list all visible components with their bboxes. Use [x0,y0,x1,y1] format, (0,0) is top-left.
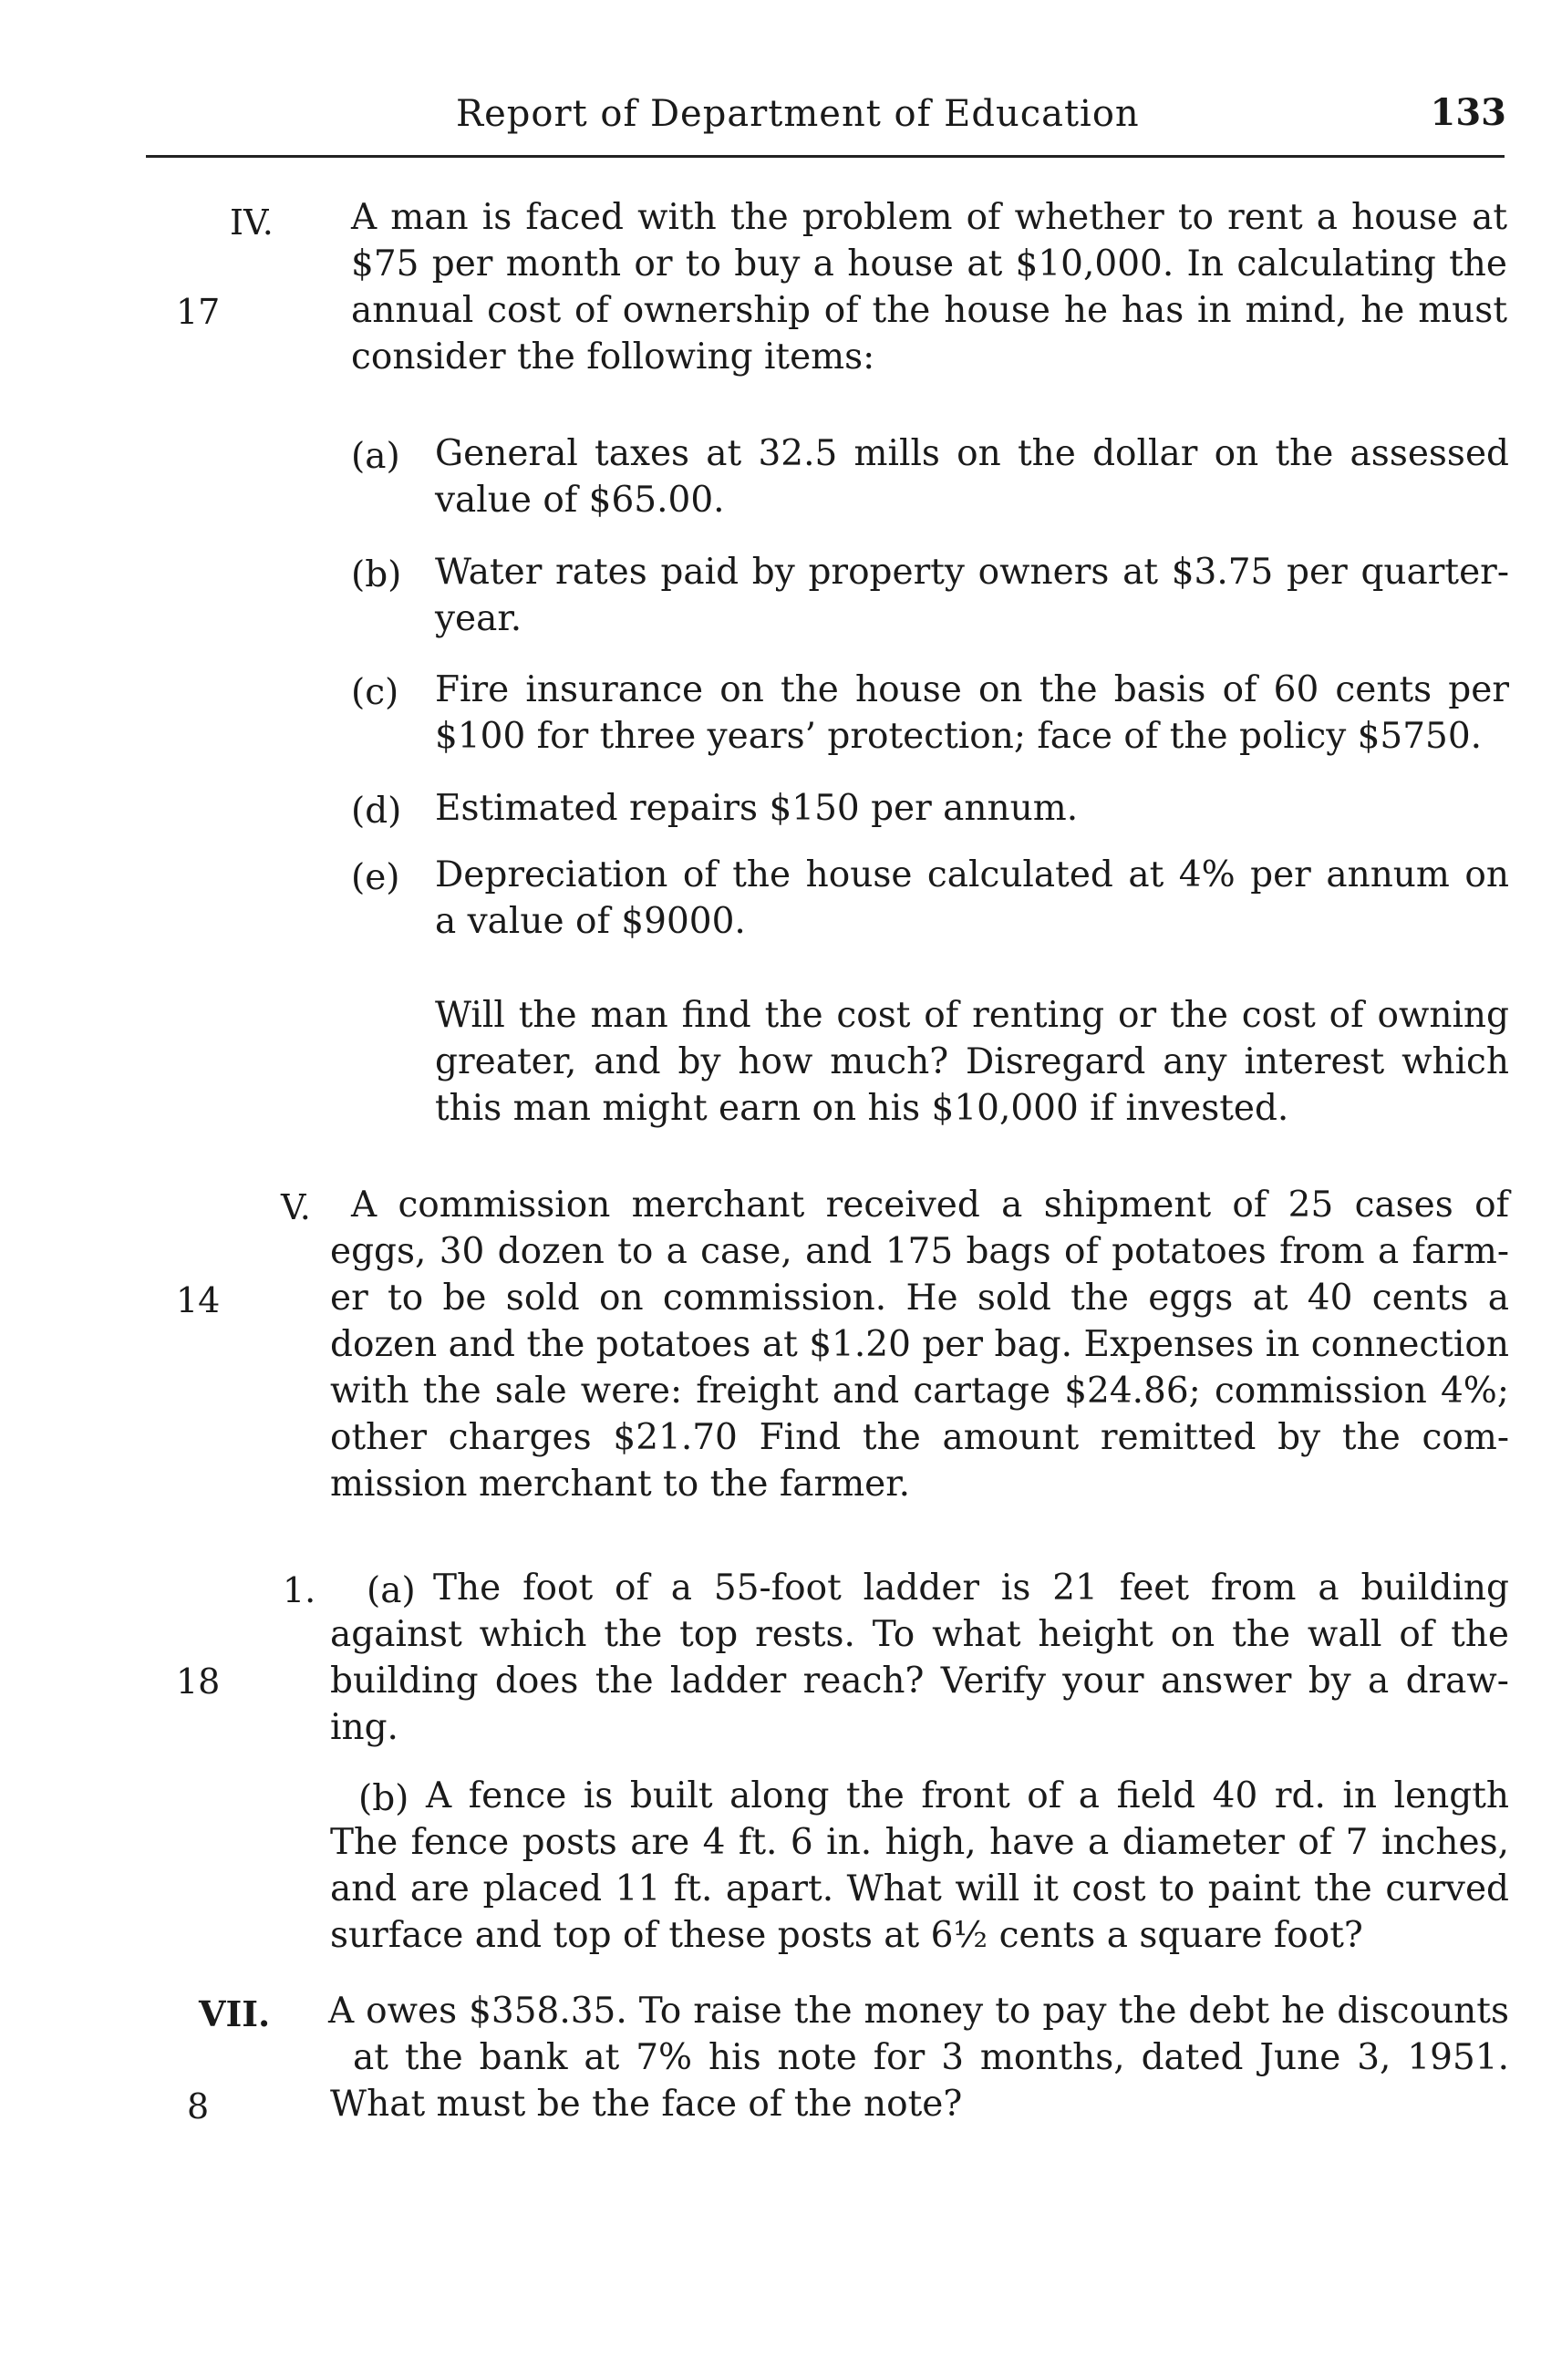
text-line: A commission merchant received a shipment of 25 cases of [351,1185,1509,1226]
question-v-text [351,1182,1509,1228]
text-line: annual cost of ownership of the house he has in mind, he must [351,290,1507,331]
text-line: A fence is built along the front of a field 40 rd. in length [426,1775,1509,1816]
question-vii-third-line [330,2081,1509,2127]
item-label-e: (e) [351,857,400,898]
question-vii-first-line [328,1988,1509,2034]
part-a-first-line [433,1565,1509,1611]
item-d-text [435,785,1509,832]
text-line: surface and top of these posts at 6½ cents a square foot? [330,1915,1363,1956]
item-label-d: (d) [351,791,402,832]
text-line: building does the ladder reach? Verify your answer by a draw- [330,1661,1509,1702]
text-line: and are placed 11 ft. apart. What will it cost to paint the curved [330,1868,1509,1909]
question-number-vii: VII. [199,1993,271,2034]
text-line: Water rates paid by property owners at $3.75 per quarter- [435,552,1509,593]
question-number-v: V. [281,1187,311,1227]
item-a-text [435,430,1509,523]
text-line: Estimated repairs $150 per annum. [435,788,1079,829]
question-iv-closing [435,992,1509,1132]
text-line: year. [435,598,522,639]
text-line: at the bank at 7% his note for 3 months, dated June 3, 1951. [353,2037,1509,2078]
item-b-text [435,549,1509,642]
text-line: dozen and the potatoes at $1.20 per bag. Expenses in connection [330,1324,1509,1365]
text-line: value of $65.00. [435,480,725,521]
text-line: The foot of a 55-foot ladder is 21 feet from a building [433,1568,1509,1609]
question-number-iv: IV. [230,202,274,243]
text-line: a value of $9000. [435,901,746,942]
text-line: $100 for three years’ protection; face of the policy $5750. [435,716,1483,757]
question-v-text-cont [330,1228,1509,1507]
item-label-b: (b) [351,554,402,595]
text-line: Will the man find the cost of renting or the cost of owning [435,995,1509,1036]
text-line: ing. [330,1707,398,1748]
part-b-text [330,1819,1509,1959]
running-title: Report of Department of Education [456,93,1140,135]
question-score-iv: 17 [176,292,221,332]
part-b-first-line [426,1773,1509,1819]
question-iv-text [351,194,1507,380]
text-line: mission merchant to the farmer. [330,1464,911,1505]
text-line: A owes $358.35. To raise the money to pay the debt he discounts [328,1991,1509,2032]
text-line: What must be the face of the note? [330,2084,963,2125]
question-score-vii: 8 [187,2086,210,2126]
text-line: $75 per month or to buy a house at $10,000. In calculating the [351,243,1507,285]
part-label-b: (b) [358,1778,409,1819]
text-line: The fence posts are 4 ft. 6 in. high, have a diameter of 7 inches, [330,1822,1509,1863]
question-number-1: 1. [283,1570,316,1610]
text-line: eggs, 30 dozen to a case, and 175 bags of potatoes from a farm- [330,1231,1509,1272]
question-score-v: 14 [176,1280,221,1320]
text-line: er to be sold on commission. He sold the eggs at 40 cents a [330,1278,1509,1319]
text-line: against which the top rests. To what height on the wall of the [330,1614,1509,1655]
text-line: this man might earn on his $10,000 if invested. [435,1088,1289,1129]
text-line: consider the following items: [351,336,875,378]
item-label-a: (a) [351,436,400,477]
question-score-1: 18 [176,1661,221,1702]
text-line: with the sale were: freight and cartage $24.86; commission 4%; [330,1371,1509,1412]
part-label-a: (a) [367,1570,416,1611]
item-e-text [435,852,1509,945]
text-line: A man is faced with the problem of whether to rent a house at [351,197,1507,238]
text-line: Fire insurance on the house on the basis of 60 cents per [435,669,1509,710]
text-line: General taxes at 32.5 mills on the dollar on the assessed [435,433,1509,474]
page-number: 133 [1430,91,1506,134]
text-line: greater, and by how much? Disregard any interest which [435,1041,1509,1082]
item-label-c: (c) [351,672,399,713]
text-line: other charges $21.70 Find the amount remitted by the com- [330,1417,1509,1458]
text-line: Depreciation of the house calculated at 4% per annum on [435,854,1509,895]
item-c-text [435,667,1509,760]
question-vii-second-line [353,2034,1509,2081]
header-rule [146,155,1505,158]
part-a-text [330,1611,1509,1751]
